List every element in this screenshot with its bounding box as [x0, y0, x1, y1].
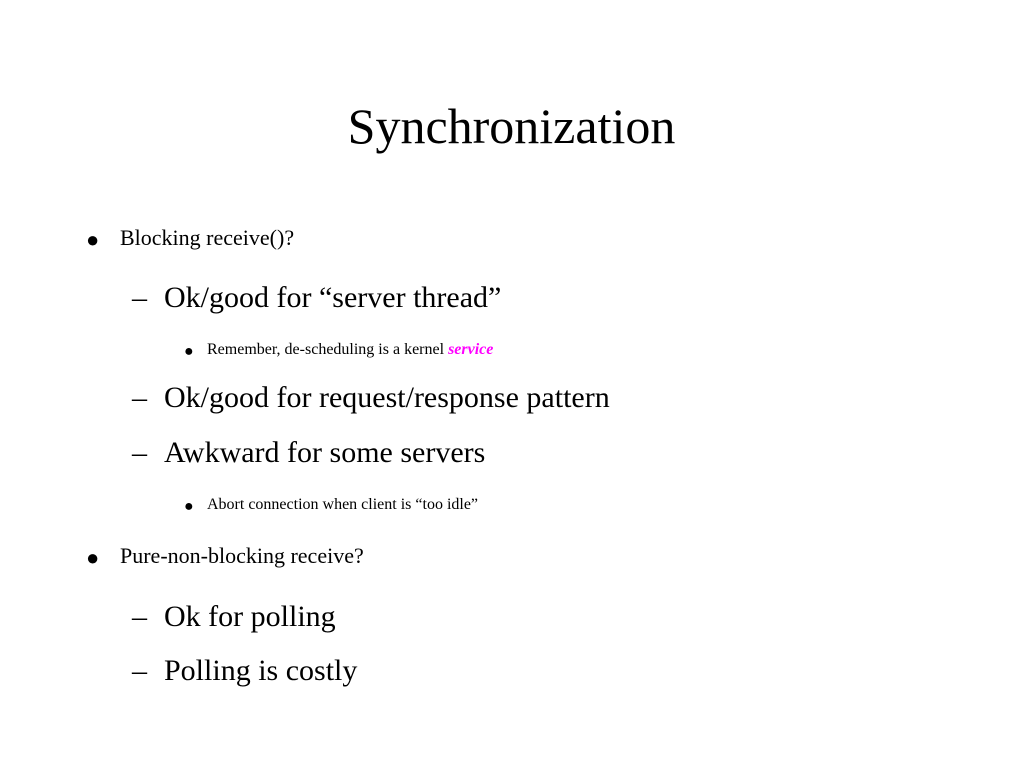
sub-bullet-text: Polling is costly — [164, 654, 358, 687]
bullet-marker: ● — [184, 498, 194, 515]
bullet-marker: ● — [184, 343, 194, 360]
dash-marker: – — [132, 436, 147, 469]
sub-bullet-text: Ok/good for “server thread” — [164, 281, 502, 314]
bullet-marker: ● — [86, 227, 100, 252]
sub-sub-bullet-text-plain: Remember, de-scheduling is a kernel — [207, 341, 449, 358]
dash-marker: – — [132, 600, 147, 633]
dash-marker: – — [132, 381, 147, 414]
sub-sub-bullet-text: Abort connection when client is “too idle” — [207, 496, 479, 513]
emphasized-word: service — [448, 341, 494, 358]
bullet-marker: ● — [86, 545, 100, 570]
dash-marker: – — [132, 281, 147, 314]
sub-bullet-text: Ok for polling — [164, 600, 336, 633]
sub-bullet-text: Ok/good for request/response pattern — [164, 381, 610, 414]
slide-title: Synchronization — [347, 98, 676, 154]
bullet-text: Pure-non-blocking receive? — [120, 543, 364, 568]
dash-marker: – — [132, 654, 147, 687]
sub-sub-bullet-text — [207, 335, 493, 365]
sub-bullet-text: Awkward for some servers — [164, 436, 486, 469]
bullet-text: Blocking receive()? — [120, 225, 295, 250]
